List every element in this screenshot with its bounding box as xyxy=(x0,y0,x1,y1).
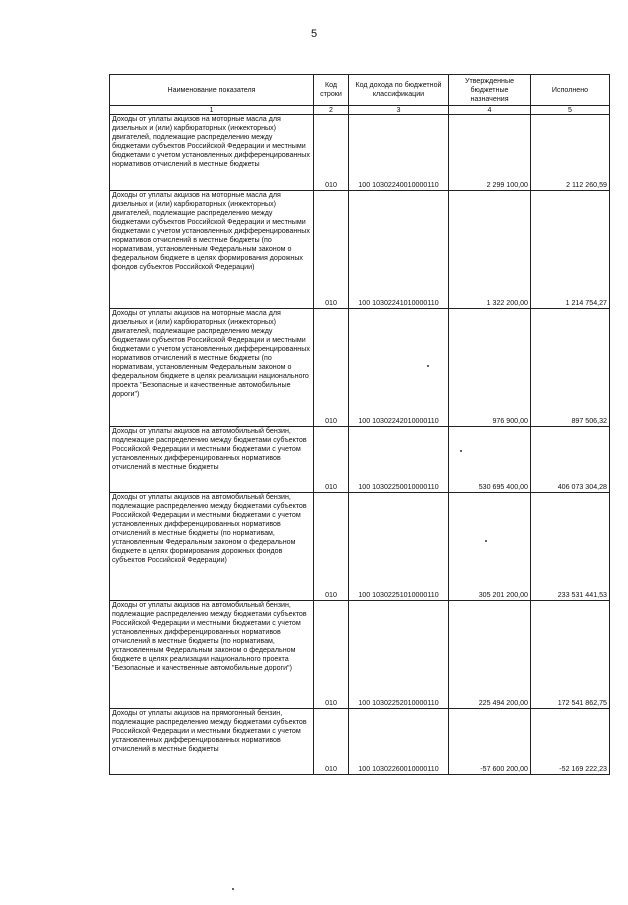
row-kbk: 100 10302241010000110 xyxy=(349,191,449,309)
row-code: 010 xyxy=(314,601,349,709)
row-code: 010 xyxy=(314,709,349,775)
header-name: Наименование показателя xyxy=(110,75,314,106)
column-number: 1 xyxy=(110,106,314,115)
row-approved: 2 299 100,00 xyxy=(449,115,531,191)
row-name: Доходы от уплаты акцизов на прямогонный бензин, подлежащие распределению между бюджетами субъектов Российской Федерации и местными бюджетами с учетом установленных дифференцированных нормативов отчислений в местные бюджеты xyxy=(110,709,314,775)
row-code: 010 xyxy=(314,427,349,493)
page-number: 5 xyxy=(310,28,318,40)
row-code: 010 xyxy=(314,191,349,309)
header-executed: Исполнено xyxy=(531,75,610,106)
row-kbk: 100 10302252010000110 xyxy=(349,601,449,709)
header-line-code: Код строки xyxy=(314,75,349,106)
row-name: Доходы от уплаты акцизов на моторные масла для дизельных и (или) карбюраторных (инжекторных) двигателей, подлежащие распределению между бюджетами субъектов Российской Федерации и местными бюджетами с учетом установленных дифференцированных нормативов отчислений в местные бюджеты (по нормативам, установленным Федеральным законом о федеральном бюджете в целях формирования дорожных фондов субъектов Российской Федерации) xyxy=(110,191,314,309)
row-code: 010 xyxy=(314,115,349,191)
row-code: 010 xyxy=(314,309,349,427)
row-approved: 1 322 200,00 xyxy=(449,191,531,309)
row-code: 010 xyxy=(314,493,349,601)
column-number: 3 xyxy=(349,106,449,115)
table-row xyxy=(110,601,610,709)
row-kbk: 100 10302240010000110 xyxy=(349,115,449,191)
scan-speck xyxy=(485,540,487,542)
revenue-table xyxy=(109,74,610,775)
scan-speck xyxy=(460,450,462,452)
row-name: Доходы от уплаты акцизов на моторные масла для дизельных и (или) карбюраторных (инжекторных) двигателей, подлежащие распределению между бюджетами субъектов Российской Федерации и местными бюджетами с учетом установленных дифференцированных нормативов отчислений в местные бюджеты xyxy=(110,115,314,191)
row-executed: -52 169 222,23 xyxy=(531,709,610,775)
row-executed: 1 214 754,27 xyxy=(531,191,610,309)
row-executed: 233 531 441,53 xyxy=(531,493,610,601)
row-name: Доходы от уплаты акцизов на моторные масла для дизельных и (или) карбюраторных (инжекторных) двигателей, подлежащие распределению между бюджетами субъектов Российской Федерации и местными бюджетами с учетом установленных дифференцированных нормативов отчислений в местные бюджеты (по нормативам, установленным Федеральным законом о федеральном бюджете в целях реализации национального проекта "Безопасные и качественные автомобильные дороги") xyxy=(110,309,314,427)
row-approved: 530 695 400,00 xyxy=(449,427,531,493)
row-executed: 406 073 304,28 xyxy=(531,427,610,493)
column-number-row xyxy=(110,106,610,115)
table-row xyxy=(110,427,610,493)
scan-speck xyxy=(232,888,234,890)
header-kbk: Код дохода по бюджетной классификации xyxy=(349,75,449,106)
table-row xyxy=(110,115,610,191)
row-executed: 2 112 260,59 xyxy=(531,115,610,191)
column-number: 2 xyxy=(314,106,349,115)
table-row xyxy=(110,493,610,601)
table-row xyxy=(110,709,610,775)
table-header-row xyxy=(110,75,610,106)
row-name: Доходы от уплаты акцизов на автомобильный бензин, подлежащие распределению между бюджетами субъектов Российской Федерации и местными бюджетами с учетом установленных дифференцированных нормативов отчислений в местные бюджеты (по нормативам, установленным Федеральным законом о федеральном бюджете в целях формирования дорожных фондов субъектов Российской Федерации) xyxy=(110,493,314,601)
row-approved: 976 900,00 xyxy=(449,309,531,427)
row-kbk: 100 10302260010000110 xyxy=(349,709,449,775)
row-name: Доходы от уплаты акцизов на автомобильный бензин, подлежащие распределению между бюджетами субъектов Российской Федерации и местными бюджетами с учетом установленных дифференцированных нормативов отчислений в местные бюджеты (по нормативам, установленным Федеральным законом о федеральном бюджете в целях реализации национального проекта "Безопасные и качественные автомобильные дороги") xyxy=(110,601,314,709)
row-name: Доходы от уплаты акцизов на автомобильный бензин, подлежащие распределению между бюджетами субъектов Российской Федерации и местными бюджетами с учетом установленных дифференцированных нормативов отчислений в местные бюджеты xyxy=(110,427,314,493)
row-kbk: 100 10302251010000110 xyxy=(349,493,449,601)
scan-speck xyxy=(427,365,429,367)
row-executed: 897 506,32 xyxy=(531,309,610,427)
row-approved: -57 600 200,00 xyxy=(449,709,531,775)
header-approved: Утвержденные бюджетные назначения xyxy=(449,75,531,106)
row-kbk: 100 10302250010000110 xyxy=(349,427,449,493)
table-row xyxy=(110,191,610,309)
table-row xyxy=(110,309,610,427)
column-number: 5 xyxy=(531,106,610,115)
row-executed: 172 541 862,75 xyxy=(531,601,610,709)
column-number: 4 xyxy=(449,106,531,115)
row-kbk: 100 10302242010000110 xyxy=(349,309,449,427)
row-approved: 225 494 200,00 xyxy=(449,601,531,709)
row-approved: 305 201 200,00 xyxy=(449,493,531,601)
